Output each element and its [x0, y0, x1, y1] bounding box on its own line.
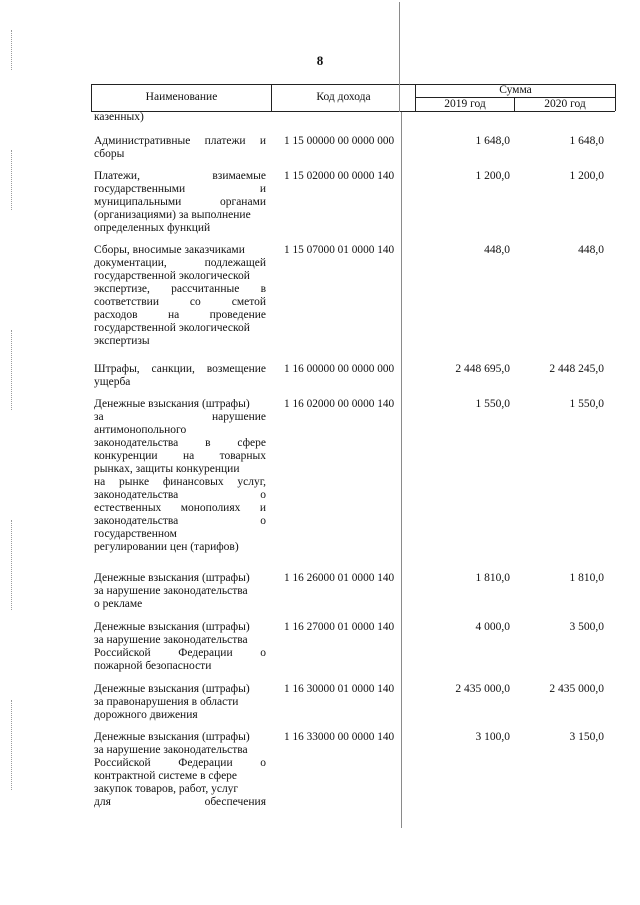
row-name: Денежные взыскания (штрафы) за нарушение антимонопольного законодательства в сфере конкуренции на товарных рынках, защиты конкуренции на рынке финансовых услуг, законодательства о естественных монополиях и законодательства о государственном регулировании цен (тарифов) — [94, 398, 266, 553]
header-sum: Сумма — [499, 84, 532, 96]
row-code: 1 16 27000 01 0000 140 — [284, 621, 395, 633]
header-right-border — [615, 84, 616, 111]
row-value-2019: 1 648,0 — [475, 135, 510, 147]
row-value-2019: 2 435 000,0 — [455, 683, 510, 695]
row-value-2020: 1 810,0 — [569, 572, 604, 584]
row-name: Платежи, взимаемые государственными и муниципальными органами (организациями) за выполнение определенных функций — [94, 170, 266, 234]
row-name: Административные платежи и сборы — [94, 135, 266, 160]
row-value-2019: 2 448 695,0 — [455, 363, 510, 375]
row-code: 1 15 00000 00 0000 000 — [284, 135, 395, 147]
scan-margin-mark — [11, 30, 12, 70]
row-code: 1 16 02000 00 0000 140 — [284, 398, 395, 410]
row-value-2020: 3 500,0 — [569, 621, 604, 633]
row-code: 1 16 33000 00 0000 140 — [284, 731, 395, 743]
row-value-2020: 2 448 245,0 — [549, 363, 604, 375]
row-name: Денежные взыскания (штрафы) за правонарушения в области дорожного движения — [94, 683, 250, 721]
scan-margin-mark — [11, 520, 12, 610]
row-value-2020: 2 435 000,0 — [549, 683, 604, 695]
row-value-2019: 1 810,0 — [475, 572, 510, 584]
row-name: Денежные взыскания (штрафы) за нарушение законодательства Российской Федерации о пожарной безопасности — [94, 621, 266, 672]
row-code: 1 15 02000 00 0000 140 — [284, 170, 395, 182]
header-code: Код дохода — [316, 91, 371, 103]
row-name: Сборы, вносимые заказчиками документации, подлежащей государственной экологической экспертизе, рассчитанные в соответствии со сметой расходов на проведение государственной экологической экспертизы — [94, 244, 266, 347]
row-value-2019: 1 200,0 — [475, 170, 510, 182]
row-code: 1 16 26000 01 0000 140 — [284, 572, 395, 584]
row-value-2020: 1 648,0 — [569, 135, 604, 147]
header-name: Наименование — [145, 91, 218, 103]
row-name: Денежные взыскания (штрафы) за нарушение законодательства Российской Федерации о контрактной системе в сфере закупок товаров, работ, услуг для обеспечения — [94, 731, 266, 808]
scan-margin-mark — [11, 150, 12, 210]
row-name: казенных) — [94, 111, 144, 123]
row-code: 1 16 00000 00 0000 000 — [284, 363, 395, 375]
row-value-2020: 1 550,0 — [569, 398, 604, 410]
header-year-2019: 2019 год — [444, 98, 486, 110]
header-year-2020: 2020 год — [544, 98, 586, 110]
row-value-2020: 3 150,0 — [569, 731, 604, 743]
row-name: Денежные взыскания (штрафы) за нарушение законодательства о рекламе — [94, 572, 250, 610]
scan-fold-line — [401, 112, 402, 828]
row-value-2019: 1 550,0 — [475, 398, 510, 410]
row-code: 1 16 30000 01 0000 140 — [284, 683, 395, 695]
row-value-2019: 448,0 — [484, 244, 510, 256]
scan-margin-mark — [11, 700, 12, 790]
scan-margin-mark — [11, 330, 12, 410]
page-number: 8 — [316, 53, 324, 68]
row-name: Штрафы, санкции, возмещение ущерба — [94, 363, 266, 388]
row-code: 1 15 07000 01 0000 140 — [284, 244, 395, 256]
scan-fold-line — [399, 2, 400, 112]
row-value-2020: 448,0 — [578, 244, 604, 256]
row-value-2019: 3 100,0 — [475, 731, 510, 743]
row-value-2020: 1 200,0 — [569, 170, 604, 182]
row-value-2019: 4 000,0 — [475, 621, 510, 633]
